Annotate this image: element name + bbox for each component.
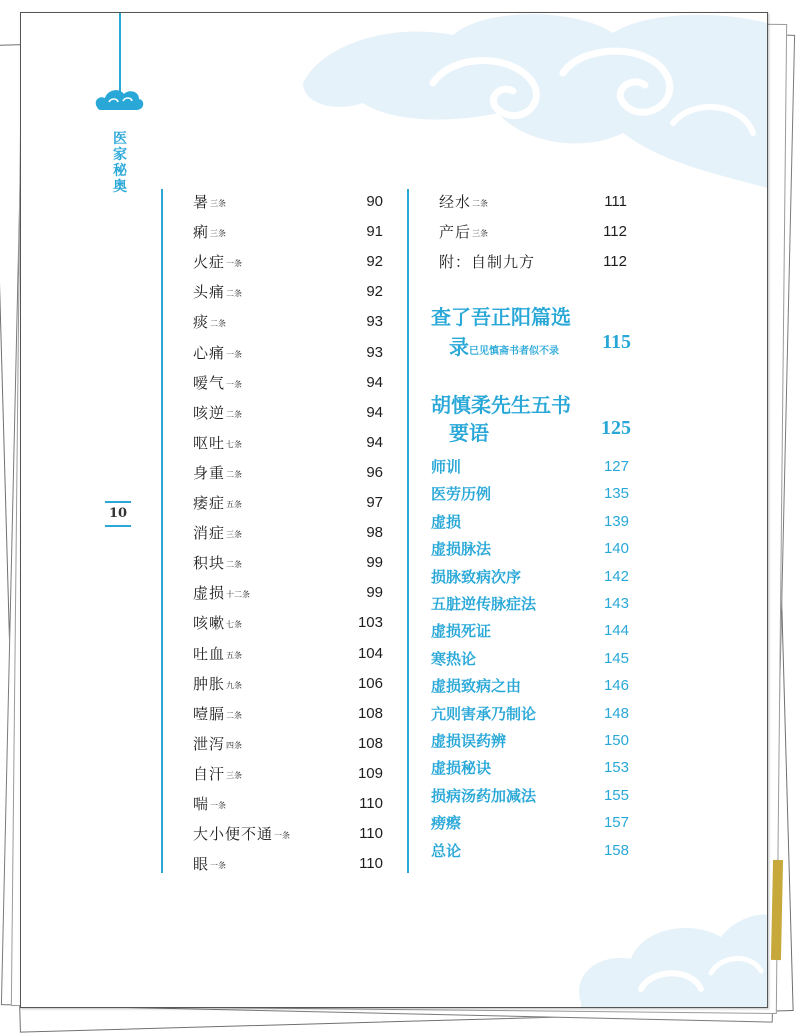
toc-entry-title: 虚损秘诀: [431, 759, 492, 778]
toc-entry-page: 112: [603, 253, 627, 270]
toc-entry-page: 98: [366, 524, 383, 542]
toc-entry-title: 身重: [193, 463, 226, 482]
toc-entry-page: 110: [359, 855, 383, 873]
toc-entry: [193, 853, 383, 875]
toc-entry-title: 眼: [193, 855, 210, 874]
toc-entry: [193, 793, 383, 815]
toc-entry-page: 145: [603, 649, 629, 667]
toc-entry-title: 虚损误药辨: [431, 732, 507, 750]
toc-entry: [193, 582, 383, 604]
toc-entry-title: 喘: [193, 795, 210, 813]
toc-entry: [193, 522, 383, 544]
toc-entry: [439, 251, 627, 273]
toc-entry-page: 143: [603, 595, 629, 612]
toc-entry-count: 二条: [226, 710, 242, 720]
toc-entry-count: 七条: [226, 620, 242, 630]
toc-entry: [193, 552, 383, 574]
toc-entry-page: 111: [604, 193, 627, 210]
toc-entry: [193, 281, 383, 303]
toc-entry-title: 泄泻: [193, 734, 226, 753]
toc-entry: [439, 191, 627, 213]
toc-entry-title: 噎膈: [193, 704, 226, 723]
toc-entry-count: 十二条: [226, 590, 250, 600]
toc-entry: [193, 492, 383, 514]
toc-entry: [431, 483, 629, 505]
toc-entry: [431, 648, 629, 670]
toc-entry-count: 一条: [210, 801, 226, 810]
toc-entry-count: 一条: [226, 259, 242, 269]
toc-entry-title: 痨瘵: [431, 814, 462, 833]
toc-entry-title: 消症: [193, 524, 226, 543]
toc-entry-page: 108: [357, 704, 383, 722]
toc-left-column: [193, 191, 383, 881]
toc-entry-page: 144: [603, 622, 629, 640]
toc-entry: [193, 763, 383, 785]
section-title-line2: 要语: [449, 421, 489, 445]
book-title: 医家秘奥: [113, 131, 127, 195]
toc-entry-title: 损病汤药加减法: [431, 786, 537, 805]
toc-entry-title: 痢: [193, 223, 210, 242]
toc-entry-title: 虚损死证: [431, 622, 492, 641]
toc-entry-page: 106: [357, 674, 383, 692]
toc-entry-page: 99: [366, 554, 383, 572]
toc-entry-title: 虚损脉法: [431, 540, 492, 559]
section-heading-hushenrou: [431, 389, 631, 445]
toc-entry: [431, 538, 629, 560]
toc-entry-page: 110: [359, 795, 383, 812]
toc-entry-title: 吐血: [193, 644, 226, 663]
toc-entry-count: 一条: [226, 349, 242, 359]
section-title-line1: 查了吾正阳篇选: [431, 305, 571, 329]
toc-entry-title: 积块: [193, 554, 226, 573]
section-note: 已见慎斋书者似不录: [469, 346, 559, 357]
toc-entry-page: 94: [366, 373, 383, 391]
cloud-decoration-top: [283, 13, 767, 188]
toc-entry: [431, 566, 629, 588]
toc-entry: [193, 432, 383, 454]
toc-entry-title: 产后: [439, 223, 472, 241]
toc-entry-page: 153: [603, 759, 629, 777]
toc-entry: [431, 730, 629, 752]
toc-entry-page: 139: [603, 512, 629, 530]
toc-entry: [193, 342, 383, 364]
toc-entry: [431, 703, 629, 725]
toc-entry-count: 三条: [210, 229, 226, 239]
toc-section2-entries: [431, 456, 629, 866]
toc-entry-count: 二条: [226, 409, 242, 419]
toc-entry-title: 大小便不通: [193, 825, 274, 844]
right-column-rule: [407, 189, 409, 873]
toc-entry-page: 158: [603, 841, 629, 859]
toc-entry-page: 97: [366, 494, 383, 511]
toc-entry-count: 一条: [210, 861, 226, 871]
toc-entry-count: 三条: [226, 530, 242, 540]
toc-entry-page: 150: [603, 732, 629, 749]
toc-entry: [193, 673, 383, 695]
section-page: 115: [602, 331, 631, 353]
toc-entry-page: 94: [366, 403, 383, 421]
toc-entry-title: 咳嗽: [193, 614, 226, 633]
toc-entry: [431, 785, 629, 807]
page-number-rule: [105, 525, 131, 527]
toc-entry-page: 92: [366, 283, 383, 301]
section-title-line1: 胡慎柔先生五书: [431, 393, 571, 417]
toc-entry: [431, 456, 629, 478]
toc-entry: [193, 462, 383, 484]
toc-entry-count: 一条: [226, 379, 242, 389]
ornament-string: [119, 13, 121, 93]
toc-entry-count: 七条: [226, 439, 242, 449]
toc-entry-count: 一条: [274, 831, 290, 841]
toc-entry-title: 头痛: [193, 283, 226, 302]
toc-entry-page: 108: [357, 734, 383, 752]
toc-entry: [193, 311, 383, 333]
toc-entry: [431, 593, 629, 615]
section-title-line2: 录: [449, 335, 469, 359]
toc-entry-page: 110: [359, 825, 383, 843]
toc-entry-count: 四条: [226, 740, 242, 750]
toc-entry-page: 127: [603, 458, 629, 475]
toc-entry-title: 师训: [431, 458, 462, 476]
toc-entry-page: 135: [603, 485, 629, 503]
toc-entry-title: 肿胀: [193, 674, 226, 693]
toc-entry-page: 155: [603, 786, 629, 804]
toc-entry-count: 五条: [226, 500, 242, 509]
toc-entry: [431, 840, 629, 862]
toc-entry-title: 亢则害承乃制论: [431, 704, 537, 723]
toc-entry-count: 九条: [226, 680, 242, 690]
toc-entry: [193, 612, 383, 634]
toc-entry: [193, 402, 383, 424]
toc-entry: [431, 620, 629, 642]
toc-entry-title: 医劳历例: [431, 485, 492, 504]
toc-entry-page: 140: [603, 540, 629, 558]
book-page: [20, 12, 768, 1008]
section-heading-chajiao: [431, 301, 631, 357]
toc-entry-page: 146: [603, 677, 629, 695]
toc-entry: [431, 812, 629, 834]
toc-entry: [193, 703, 383, 725]
toc-entry-page: 148: [603, 704, 629, 722]
toc-entry-count: 二条: [472, 199, 488, 208]
toc-entry: [193, 191, 383, 213]
toc-entry-title: 暑: [193, 193, 210, 211]
toc-entry-page: 109: [357, 764, 383, 782]
toc-entry-count: 三条: [226, 770, 242, 780]
toc-entry-title: 寒热论: [431, 649, 477, 668]
toc-entry-count: 二条: [226, 469, 242, 479]
page-stack-edge-gold: [771, 860, 783, 960]
toc-entry-title: 痿症: [193, 494, 226, 512]
toc-entry-page: 103: [357, 614, 383, 632]
toc-entry-count: 三条: [210, 199, 226, 208]
toc-entry: [431, 757, 629, 779]
toc-entry-title: 总论: [431, 841, 462, 860]
toc-entry-title: 损脉致病次序: [431, 567, 522, 586]
toc-entry-title: 虚损: [431, 512, 462, 531]
toc-entry-title: 虚损: [193, 584, 226, 603]
toc-entry-title: 呕吐: [193, 433, 226, 452]
toc-entry-title: 经水: [439, 193, 472, 211]
toc-entry-page: 94: [366, 433, 383, 451]
page-number-block: [105, 501, 131, 527]
toc-entry: [439, 221, 627, 243]
toc-entry-title: 附：自制九方: [439, 253, 536, 271]
toc-entry-title: 五脏逆传脉症法: [431, 595, 537, 613]
toc-entry-page: 104: [357, 644, 383, 662]
toc-entry-title: 咳逆: [193, 403, 226, 422]
toc-entry-page: 92: [366, 253, 383, 271]
toc-entry-page: 93: [366, 343, 383, 361]
toc-entry: [431, 675, 629, 697]
toc-entry-title: 虚损致病之由: [431, 677, 522, 696]
toc-entry-title: 火症: [193, 253, 226, 272]
toc-entry-count: 二条: [226, 289, 242, 299]
page-number: 10: [108, 506, 128, 521]
toc-right-column-top: [439, 191, 627, 271]
toc-entry-page: 93: [366, 313, 383, 331]
cloud-ornament-icon: [93, 85, 145, 113]
toc-entry: [193, 251, 383, 273]
toc-entry-page: 112: [603, 223, 627, 240]
section-page: 125: [601, 417, 631, 439]
toc-entry-page: 91: [366, 223, 383, 241]
toc-entry-title: 嗳气: [193, 373, 226, 392]
toc-entry: [193, 733, 383, 755]
toc-entry-count: 二条: [226, 560, 242, 570]
toc-entry-count: 三条: [472, 229, 488, 238]
toc-entry-count: 五条: [226, 650, 242, 660]
toc-entry-page: 96: [366, 463, 383, 481]
toc-entry: [193, 221, 383, 243]
toc-entry-title: 痰: [193, 313, 210, 332]
toc-entry-page: 99: [366, 584, 383, 602]
cloud-decoration-bottom: [561, 893, 767, 1007]
toc-entry: [193, 372, 383, 394]
toc-entry-title: 自汗: [193, 764, 226, 783]
toc-entry-page: 142: [603, 567, 629, 585]
toc-entry: [193, 643, 383, 665]
toc-entry: [193, 823, 383, 845]
toc-entry-title: 心痛: [193, 343, 226, 362]
left-column-rule: [161, 189, 163, 873]
toc-entry-page: 90: [366, 193, 383, 210]
toc-entry: [431, 511, 629, 533]
toc-entry-count: 二条: [210, 319, 226, 329]
toc-entry-page: 157: [603, 814, 629, 832]
